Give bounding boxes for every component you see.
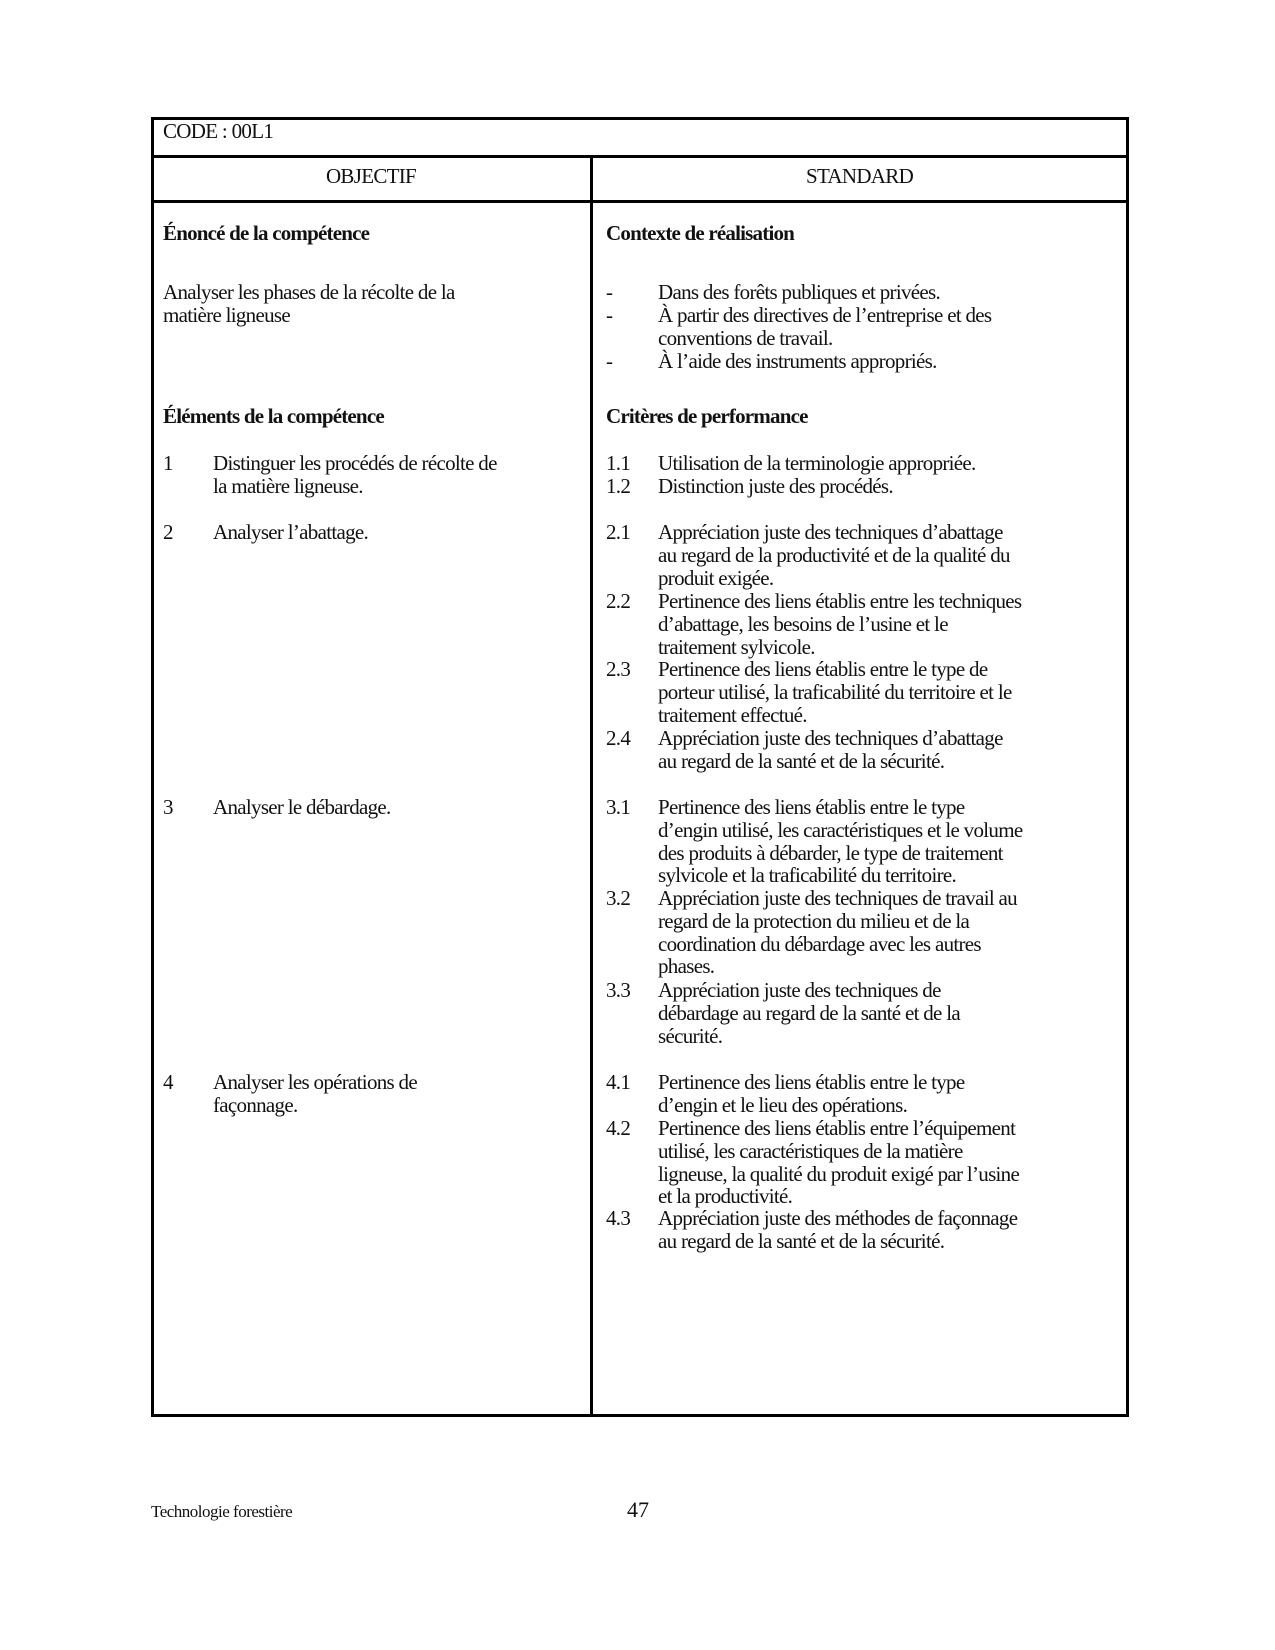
enonce-text: Analyser les phases de la récolte de la matière ligneuse xyxy=(163,280,455,327)
critere-item-text: Pertinence des liens établis entre les techniques d’abattage, les besoins de l’usine et le traitement sylvicole. xyxy=(658,589,1022,659)
element-item-number: 2 xyxy=(163,520,173,544)
code-label: CODE : 00L1 xyxy=(163,119,274,143)
element-item-number: 4 xyxy=(163,1070,173,1094)
critere-item-text: Appréciation juste des techniques de débardage au regard de la santé et de la sécurité. xyxy=(658,978,960,1048)
page-number: 47 xyxy=(627,1497,649,1522)
critere-item-text: Utilisation de la terminologie appropriée. xyxy=(658,451,976,475)
critere-item-number: 3.2 xyxy=(606,886,631,910)
critere-item-text: Appréciation juste des méthodes de façonnage au regard de la santé et de la sécurité. xyxy=(658,1206,1018,1253)
contexte-item-number: - xyxy=(606,349,613,373)
header-objectif: OBJECTIF xyxy=(325,164,417,188)
critere-item-text: Distinction juste des procédés. xyxy=(658,474,893,498)
elements-heading: Éléments de la compétence xyxy=(163,404,384,428)
critere-item-text: Pertinence des liens établis entre le type de porteur utilisé, la traficabilité du territoire et le traitement effectué. xyxy=(658,657,1012,727)
element-item-text: Analyser le débardage. xyxy=(213,795,391,819)
contexte-item-text: À l’aide des instruments appropriés. xyxy=(658,349,937,373)
criteres-heading: Critères de performance xyxy=(606,404,808,428)
footer-title: Technologie forestière xyxy=(151,1502,293,1521)
critere-item-number: 3.3 xyxy=(606,978,631,1002)
critere-item-number: 2.2 xyxy=(606,589,631,613)
table-divider xyxy=(151,200,1129,203)
enonce-heading: Énoncé de la compétence xyxy=(163,221,370,245)
critere-item-number: 1.1 xyxy=(606,451,631,475)
critere-item-text: Pertinence des liens établis entre le type d’engin utilisé, les caractéristiques et le volume des produits à débarder, le type de traitement sylvicole et la traficabilité du territoire. xyxy=(658,795,1023,888)
critere-item-text: Appréciation juste des techniques d’abattage au regard de la productivité et de la qualité du produit exigée. xyxy=(658,520,1010,590)
contexte-item-text: À partir des directives de l’entreprise et des conventions de travail. xyxy=(658,303,992,350)
element-item-number: 1 xyxy=(163,451,173,475)
contexte-item-text: Dans des forêts publiques et privées. xyxy=(658,280,941,304)
critere-item-number: 4.3 xyxy=(606,1206,631,1230)
table-divider xyxy=(151,155,1129,158)
critere-item-number: 2.1 xyxy=(606,520,631,544)
header-standard: STANDARD xyxy=(805,164,914,188)
critere-item-text: Pertinence des liens établis entre le type d’engin et le lieu des opérations. xyxy=(658,1070,965,1117)
element-item-number: 3 xyxy=(163,795,173,819)
element-item-text: Analyser les opérations de façonnage. xyxy=(213,1070,417,1117)
element-item-text: Analyser l’abattage. xyxy=(213,520,369,544)
critere-item-number: 1.2 xyxy=(606,474,631,498)
critere-item-number: 2.4 xyxy=(606,726,631,750)
critere-item-text: Appréciation juste des techniques d’abattage au regard de la santé et de la sécurité. xyxy=(658,726,1003,773)
element-item-text: Distinguer les procédés de récolte de la matière ligneuse. xyxy=(213,451,497,498)
critere-item-text: Pertinence des liens établis entre l’équipement utilisé, les caractéristiques de la matière ligneuse, la qualité du produit exigé par l’usine et la productivité. xyxy=(658,1116,1020,1209)
critere-item-number: 4.2 xyxy=(606,1116,631,1140)
critere-item-number: 4.1 xyxy=(606,1070,631,1094)
column-divider xyxy=(590,157,593,1414)
contexte-item-number: - xyxy=(606,280,613,304)
contexte-item-number: - xyxy=(606,303,613,327)
critere-item-text: Appréciation juste des techniques de travail au regard de la protection du milieu et de la coordination du débardage avec les autres phases. xyxy=(658,886,1017,979)
contexte-heading: Contexte de réalisation xyxy=(606,221,795,245)
critere-item-number: 2.3 xyxy=(606,657,631,681)
critere-item-number: 3.1 xyxy=(606,795,631,819)
